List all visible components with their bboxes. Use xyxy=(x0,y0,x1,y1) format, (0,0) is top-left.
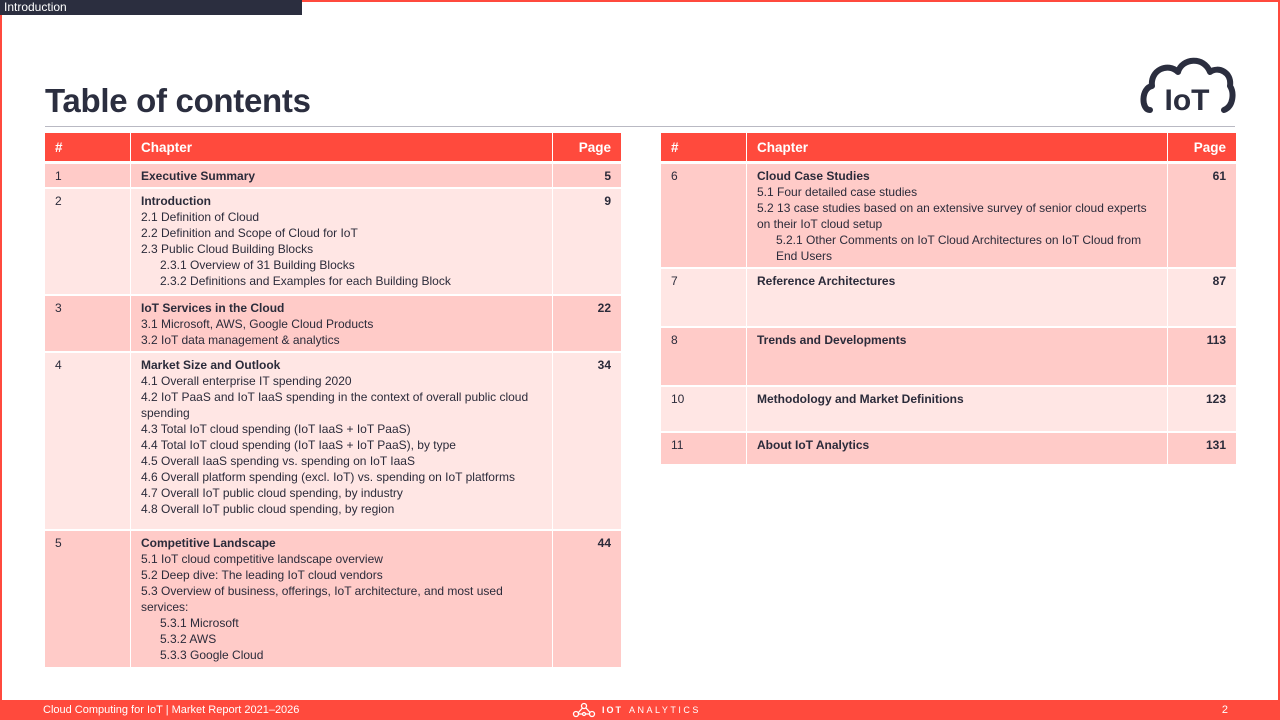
logo-text: IoT xyxy=(1164,84,1210,116)
footer-report-label: Cloud Computing for IoT | Market Report 2021–2026 xyxy=(43,704,300,716)
subchapter-item: 4.6 Overall platform spending (excl. IoT) vs. spending on IoT platforms xyxy=(141,470,515,484)
chapter-number: 8 xyxy=(661,328,746,387)
chapter-page: 34 xyxy=(552,353,621,531)
toc-row-chapter-5 xyxy=(45,531,621,669)
footer-bar xyxy=(0,700,1280,720)
chapter-title: About IoT Analytics xyxy=(757,438,870,452)
chapter-cell xyxy=(130,296,552,353)
chapter-number: 3 xyxy=(45,296,130,353)
chapter-number: 5 xyxy=(45,531,130,669)
subchapter-item: 5.3.1 Microsoft xyxy=(160,616,239,630)
chapter-title: Market Size and Outlook xyxy=(141,358,281,372)
subchapter-item: 4.2 IoT PaaS and IoT IaaS spending in the context of overall public cloud spending xyxy=(141,390,529,420)
chapter-number: 10 xyxy=(661,387,746,433)
subchapter-item: 4.8 Overall IoT public cloud spending, by region xyxy=(141,502,395,516)
chapter-page: 61 xyxy=(1167,164,1236,269)
toc-header-row xyxy=(45,133,621,164)
chapter-page: 9 xyxy=(552,189,621,296)
chapter-cell xyxy=(746,269,1167,328)
chapter-title: Executive Summary xyxy=(141,169,256,183)
toc-row-chapter-2 xyxy=(45,189,621,296)
subchapter-item: 4.5 Overall IaaS spending vs. spending on IoT IaaS xyxy=(141,454,415,468)
chapter-number: 2 xyxy=(45,189,130,296)
footer-brand-light: ANALYTICS xyxy=(629,705,701,715)
header-num: # xyxy=(45,133,130,164)
subchapter-item: 5.2 Deep dive: The leading IoT cloud vendors xyxy=(141,568,383,582)
header-page: Page xyxy=(1167,133,1236,164)
chapter-page: 113 xyxy=(1167,328,1236,387)
toc-row-chapter-11 xyxy=(661,433,1236,466)
header-num: # xyxy=(661,133,746,164)
chapter-cell xyxy=(130,164,552,189)
chapter-number: 11 xyxy=(661,433,746,466)
section-tab: Introduction xyxy=(0,0,302,15)
subchapter-item: 2.2 Definition and Scope of Cloud for IoT xyxy=(141,226,358,240)
chapter-title: IoT Services in the Cloud xyxy=(141,301,285,315)
footer-brand xyxy=(572,700,701,720)
toc-row-chapter-3 xyxy=(45,296,621,353)
subchapter-item: 5.2.1 Other Comments on IoT Cloud Architectures on IoT Cloud from End Users xyxy=(776,233,1142,263)
subchapter-item: 2.3.2 Definitions and Examples for each Building Block xyxy=(160,274,451,288)
toc-table-right xyxy=(661,133,1236,466)
header-chapter: Chapter xyxy=(746,133,1167,164)
chapter-number: 7 xyxy=(661,269,746,328)
subchapter-item: 2.3 Public Cloud Building Blocks xyxy=(141,242,314,256)
footer-brand-bold: IOT xyxy=(602,705,623,715)
chapter-cell xyxy=(746,164,1167,269)
toc-row-chapter-7 xyxy=(661,269,1236,328)
chapter-cell xyxy=(746,387,1167,433)
iot-cloud-logo-icon xyxy=(1138,52,1236,116)
chapter-title: Cloud Case Studies xyxy=(757,169,870,183)
subchapter-item: 4.4 Total IoT cloud spending (IoT IaaS + IoT PaaS), by type xyxy=(141,438,456,452)
subchapter-item: 5.2 13 case studies based on an extensive survey of senior cloud experts on their IoT cloud setup xyxy=(757,201,1147,231)
chapter-cell xyxy=(130,353,552,531)
network-nodes-icon xyxy=(572,702,596,718)
subchapter-item: 3.1 Microsoft, AWS, Google Cloud Products xyxy=(141,317,374,331)
chapter-page: 87 xyxy=(1167,269,1236,328)
subchapter-item: 4.3 Total IoT cloud spending (IoT IaaS + IoT PaaS) xyxy=(141,422,411,436)
header-chapter: Chapter xyxy=(130,133,552,164)
chapter-page: 5 xyxy=(552,164,621,189)
chapter-page: 22 xyxy=(552,296,621,353)
chapter-title: Reference Architectures xyxy=(757,274,896,288)
chapter-cell xyxy=(746,328,1167,387)
chapter-title: Trends and Developments xyxy=(757,333,907,347)
page-title: Table of contents xyxy=(45,82,311,119)
subchapter-item: 5.3.3 Google Cloud xyxy=(160,648,264,662)
toc-table-left xyxy=(45,133,621,669)
chapter-cell xyxy=(130,531,552,669)
subchapter-item: 5.3 Overview of business, offerings, IoT architecture, and most used services: xyxy=(141,584,503,614)
toc-row-chapter-1 xyxy=(45,164,621,189)
subchapter-item: 4.1 Overall enterprise IT spending 2020 xyxy=(141,374,352,388)
header-page: Page xyxy=(552,133,621,164)
toc-header-row xyxy=(661,133,1236,164)
toc-row-chapter-8 xyxy=(661,328,1236,387)
toc-row-chapter-6 xyxy=(661,164,1236,269)
toc-row-chapter-4 xyxy=(45,353,621,531)
chapter-page: 123 xyxy=(1167,387,1236,433)
toc-row-chapter-10 xyxy=(661,387,1236,433)
chapter-page: 131 xyxy=(1167,433,1236,466)
subchapter-item: 5.3.2 AWS xyxy=(160,632,217,646)
title-divider xyxy=(45,126,1235,127)
chapter-title: Introduction xyxy=(141,194,211,208)
chapter-number: 1 xyxy=(45,164,130,189)
subchapter-item: 4.7 Overall IoT public cloud spending, by industry xyxy=(141,486,403,500)
page-number: 2 xyxy=(1221,704,1228,716)
subchapter-item: 2.3.1 Overview of 31 Building Blocks xyxy=(160,258,355,272)
chapter-title: Methodology and Market Definitions xyxy=(757,392,964,406)
subchapter-item: 2.1 Definition of Cloud xyxy=(141,210,260,224)
chapter-title: Competitive Landscape xyxy=(141,536,276,550)
chapter-cell xyxy=(130,189,552,296)
subchapter-item: 3.2 IoT data management & analytics xyxy=(141,333,340,347)
subchapter-item: 5.1 IoT cloud competitive landscape overview xyxy=(141,552,383,566)
chapter-number: 6 xyxy=(661,164,746,269)
chapter-number: 4 xyxy=(45,353,130,531)
subchapter-item: 5.1 Four detailed case studies xyxy=(757,185,918,199)
chapter-page: 44 xyxy=(552,531,621,669)
chapter-cell xyxy=(746,433,1167,466)
